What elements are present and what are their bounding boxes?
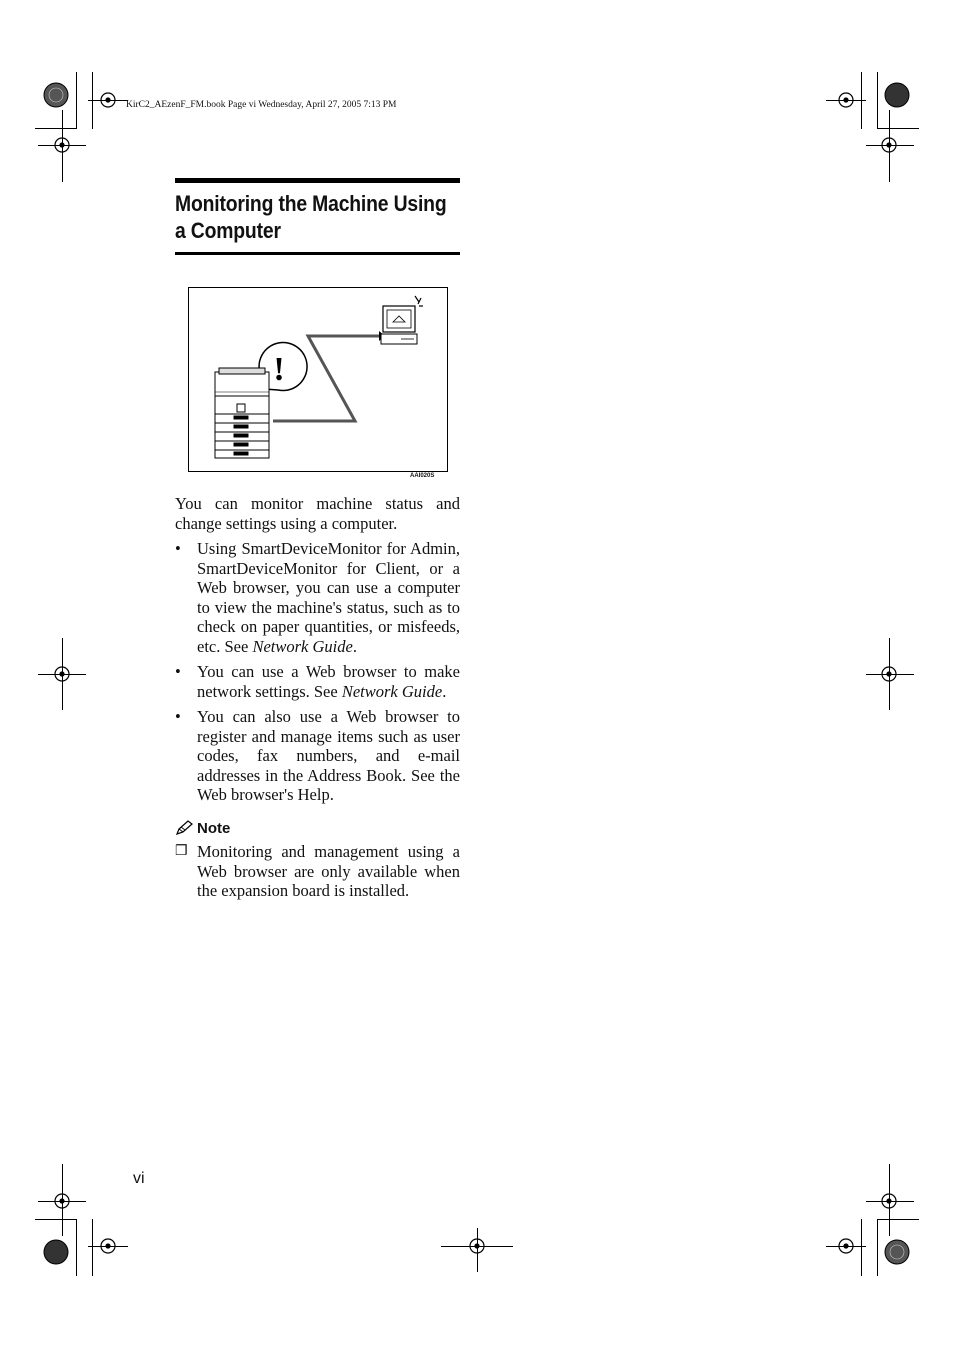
section-title-block bbox=[175, 178, 460, 255]
machine-computer-illustration bbox=[189, 288, 447, 471]
bullet-dot: • bbox=[175, 662, 181, 681]
bullet-dot: • bbox=[175, 707, 181, 726]
figure-code: AAI020S bbox=[410, 473, 435, 479]
copier-machine bbox=[215, 368, 269, 458]
list-item: • Using SmartDeviceMonitor for Admin, SmartDeviceMonitor for Client, or a Web browser, you can use a computer to view the machine's status, such as to check on paper quantities, or misfeeds, etc. See Network Guide. bbox=[175, 539, 460, 656]
bullet-dot: • bbox=[175, 539, 181, 558]
list-item: • You can use a Web browser to make network settings. See Network Guide. bbox=[175, 662, 460, 701]
reference-link: Network Guide bbox=[341, 681, 443, 701]
bullet-list bbox=[175, 539, 460, 805]
starburst-target bbox=[44, 83, 909, 1264]
note-heading bbox=[175, 819, 460, 839]
list-item bbox=[175, 707, 460, 805]
note-text: Monitoring and management using a Web browser are only available when the expansion board is installed. bbox=[197, 842, 460, 900]
page-number: vi bbox=[133, 1170, 145, 1187]
reference-link: Network Guide bbox=[252, 636, 353, 656]
note-label: Note bbox=[197, 819, 231, 837]
computer-icon bbox=[381, 296, 423, 344]
alert-symbol: ! bbox=[273, 351, 285, 388]
list-item-text: You can also use a Web browser to register and manage items such as user codes, fax numbers, and e-mail addresses in the Address Book. See the Web browser's Help. bbox=[197, 707, 460, 804]
intro-paragraph: You can monitor machine status and change settings using a computer. bbox=[175, 494, 460, 533]
list-item-text: Using SmartDeviceMonitor for Admin, SmartDeviceMonitor for Client, or a Web browser, you can use a computer to view the machine's status, such as to check on paper quantities, or misfeeds, etc. See bbox=[197, 539, 460, 656]
section-title: Monitoring the Machine Using a Computer bbox=[175, 191, 447, 243]
illustration-frame bbox=[188, 287, 448, 472]
list-item-text: You can use a Web browser to make network settings. See bbox=[197, 662, 460, 701]
body-content bbox=[175, 494, 460, 901]
checkbox-icon: ❒ bbox=[175, 844, 188, 859]
note-item bbox=[175, 842, 460, 901]
pencil-icon bbox=[175, 820, 193, 836]
file-info-header: KirC2_AEzenF_FM.book Page vi Wednesday, April 27, 2005 7:13 PM bbox=[126, 100, 397, 110]
